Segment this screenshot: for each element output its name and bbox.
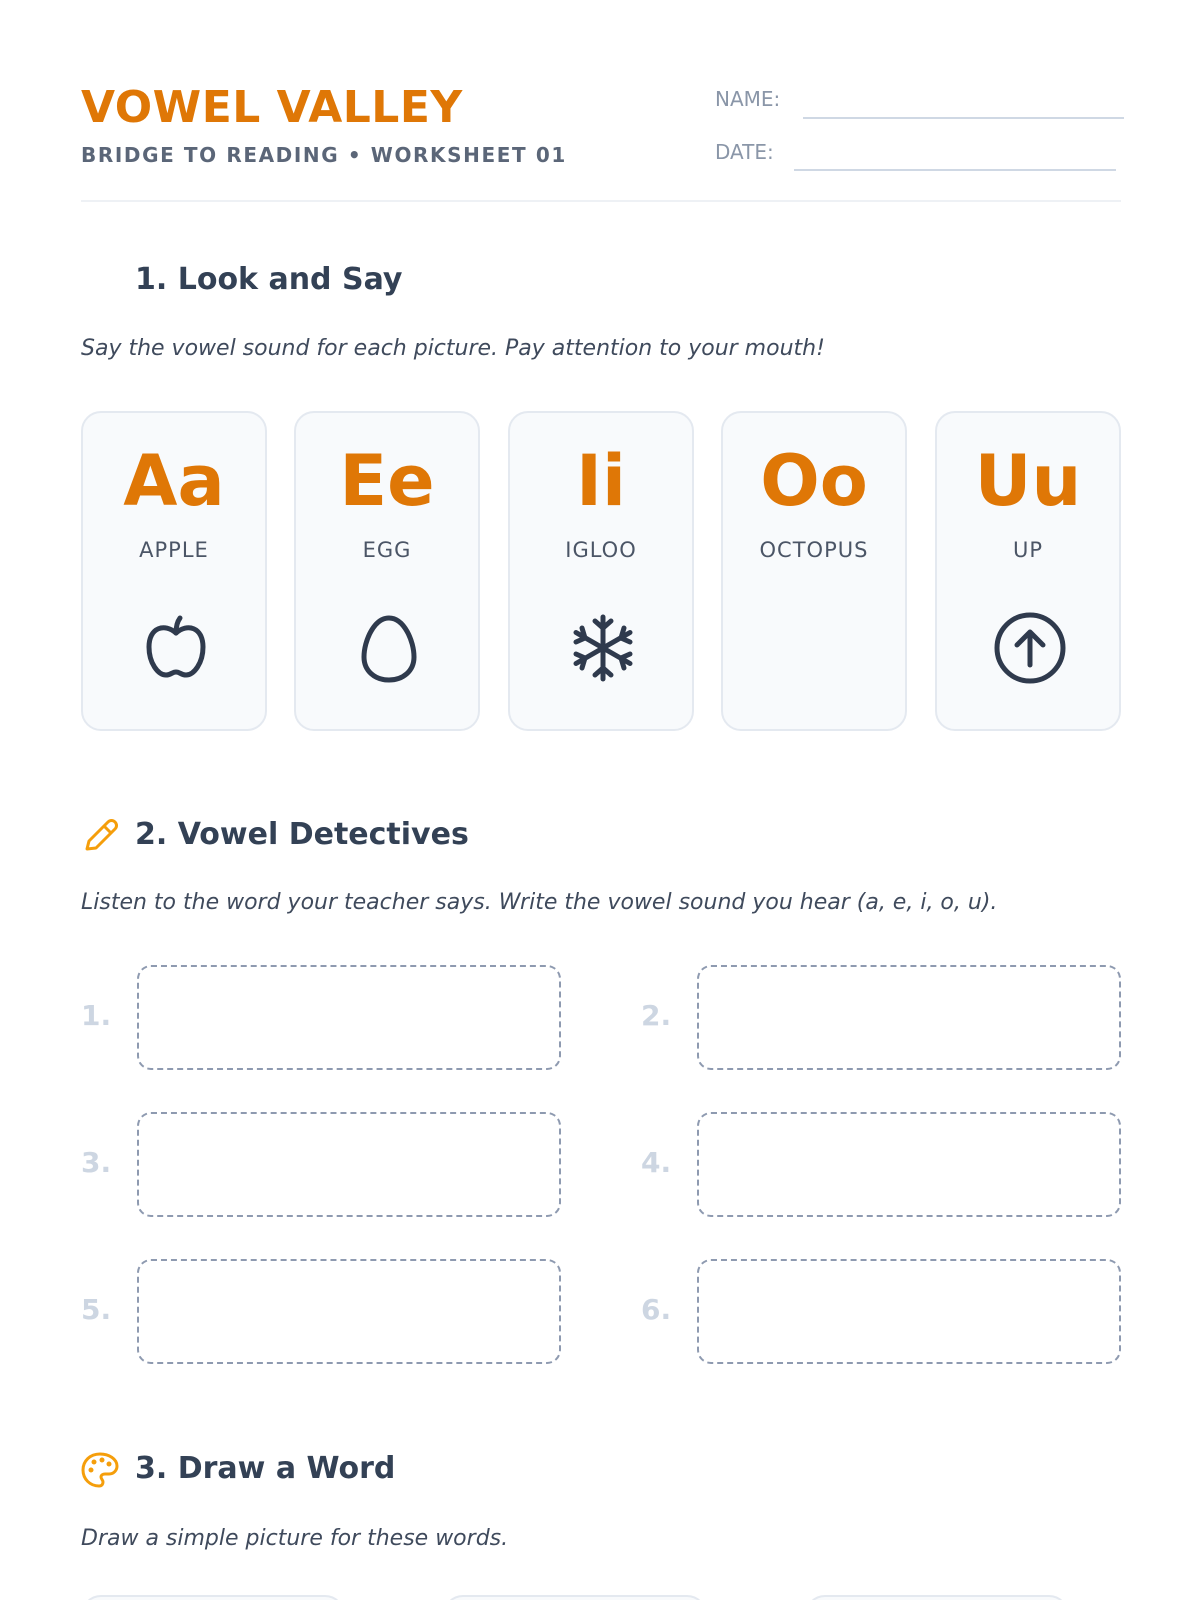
worksheet-page	[81, 0, 1121, 1600]
section-1-instructions: Say the vowel sound for each picture. Pay attention to your mouth!	[81, 336, 825, 361]
name-field-line[interactable]	[803, 117, 1124, 119]
vowel-letter: Ee	[339, 440, 435, 522]
date-label: DATE:	[715, 140, 774, 164]
answer-number: 2.	[641, 999, 672, 1032]
arrow-up-circle-icon	[993, 611, 1067, 685]
vowel-word: OCTOPUS	[759, 538, 869, 562]
section-title: 2. Vowel Detectives	[135, 817, 469, 852]
vowel-word: UP	[1012, 538, 1044, 562]
section-title: 3. Draw a Word	[135, 1451, 396, 1486]
vowel-letter: Oo	[760, 440, 868, 522]
vowel-card-e	[294, 411, 480, 731]
answer-box-5[interactable]	[137, 1259, 561, 1364]
answer-box-4[interactable]	[697, 1112, 1121, 1217]
snowflake-icon	[566, 611, 640, 685]
apple-icon	[139, 611, 213, 685]
draw-box-1[interactable]	[81, 1595, 345, 1600]
vowel-card-i	[508, 411, 694, 731]
section-3-instructions: Draw a simple picture for these words.	[81, 1526, 509, 1551]
draw-box-2[interactable]	[443, 1595, 707, 1600]
answer-box-1[interactable]	[137, 965, 561, 1070]
answer-box-6[interactable]	[697, 1259, 1121, 1364]
vowel-letter: Uu	[974, 440, 1082, 522]
answer-number: 6.	[641, 1293, 672, 1326]
palette-icon	[81, 1451, 119, 1489]
section-title: 1. Look and Say	[135, 262, 403, 297]
vowel-card-a	[81, 411, 267, 731]
vowel-word: EGG	[362, 538, 412, 562]
pencil-icon	[81, 817, 119, 855]
vowel-card-u	[935, 411, 1121, 731]
answer-number: 5.	[81, 1293, 112, 1326]
draw-box-3[interactable]	[805, 1595, 1069, 1600]
vowel-letter: Ii	[575, 440, 627, 522]
answer-number: 1.	[81, 999, 112, 1032]
answer-number: 4.	[641, 1146, 672, 1179]
vowel-word: APPLE	[139, 538, 209, 562]
worksheet-title: VOWEL VALLEY	[81, 82, 463, 133]
answer-box-3[interactable]	[137, 1112, 561, 1217]
section-2-instructions: Listen to the word your teacher says. Write the vowel sound you hear (a, e, i, o, u).	[81, 890, 998, 915]
vowel-letter: Aa	[123, 440, 225, 522]
date-field-line[interactable]	[794, 169, 1116, 171]
vowel-word: IGLOO	[565, 538, 637, 562]
worksheet-subtitle: BRIDGE TO READING • WORKSHEET 01	[81, 143, 567, 167]
vowel-cards	[81, 411, 1121, 731]
egg-icon	[352, 611, 426, 685]
header-divider	[81, 200, 1121, 202]
answer-number: 3.	[81, 1146, 112, 1179]
name-label: NAME:	[715, 87, 781, 111]
vowel-card-o	[721, 411, 907, 731]
answer-box-2[interactable]	[697, 965, 1121, 1070]
